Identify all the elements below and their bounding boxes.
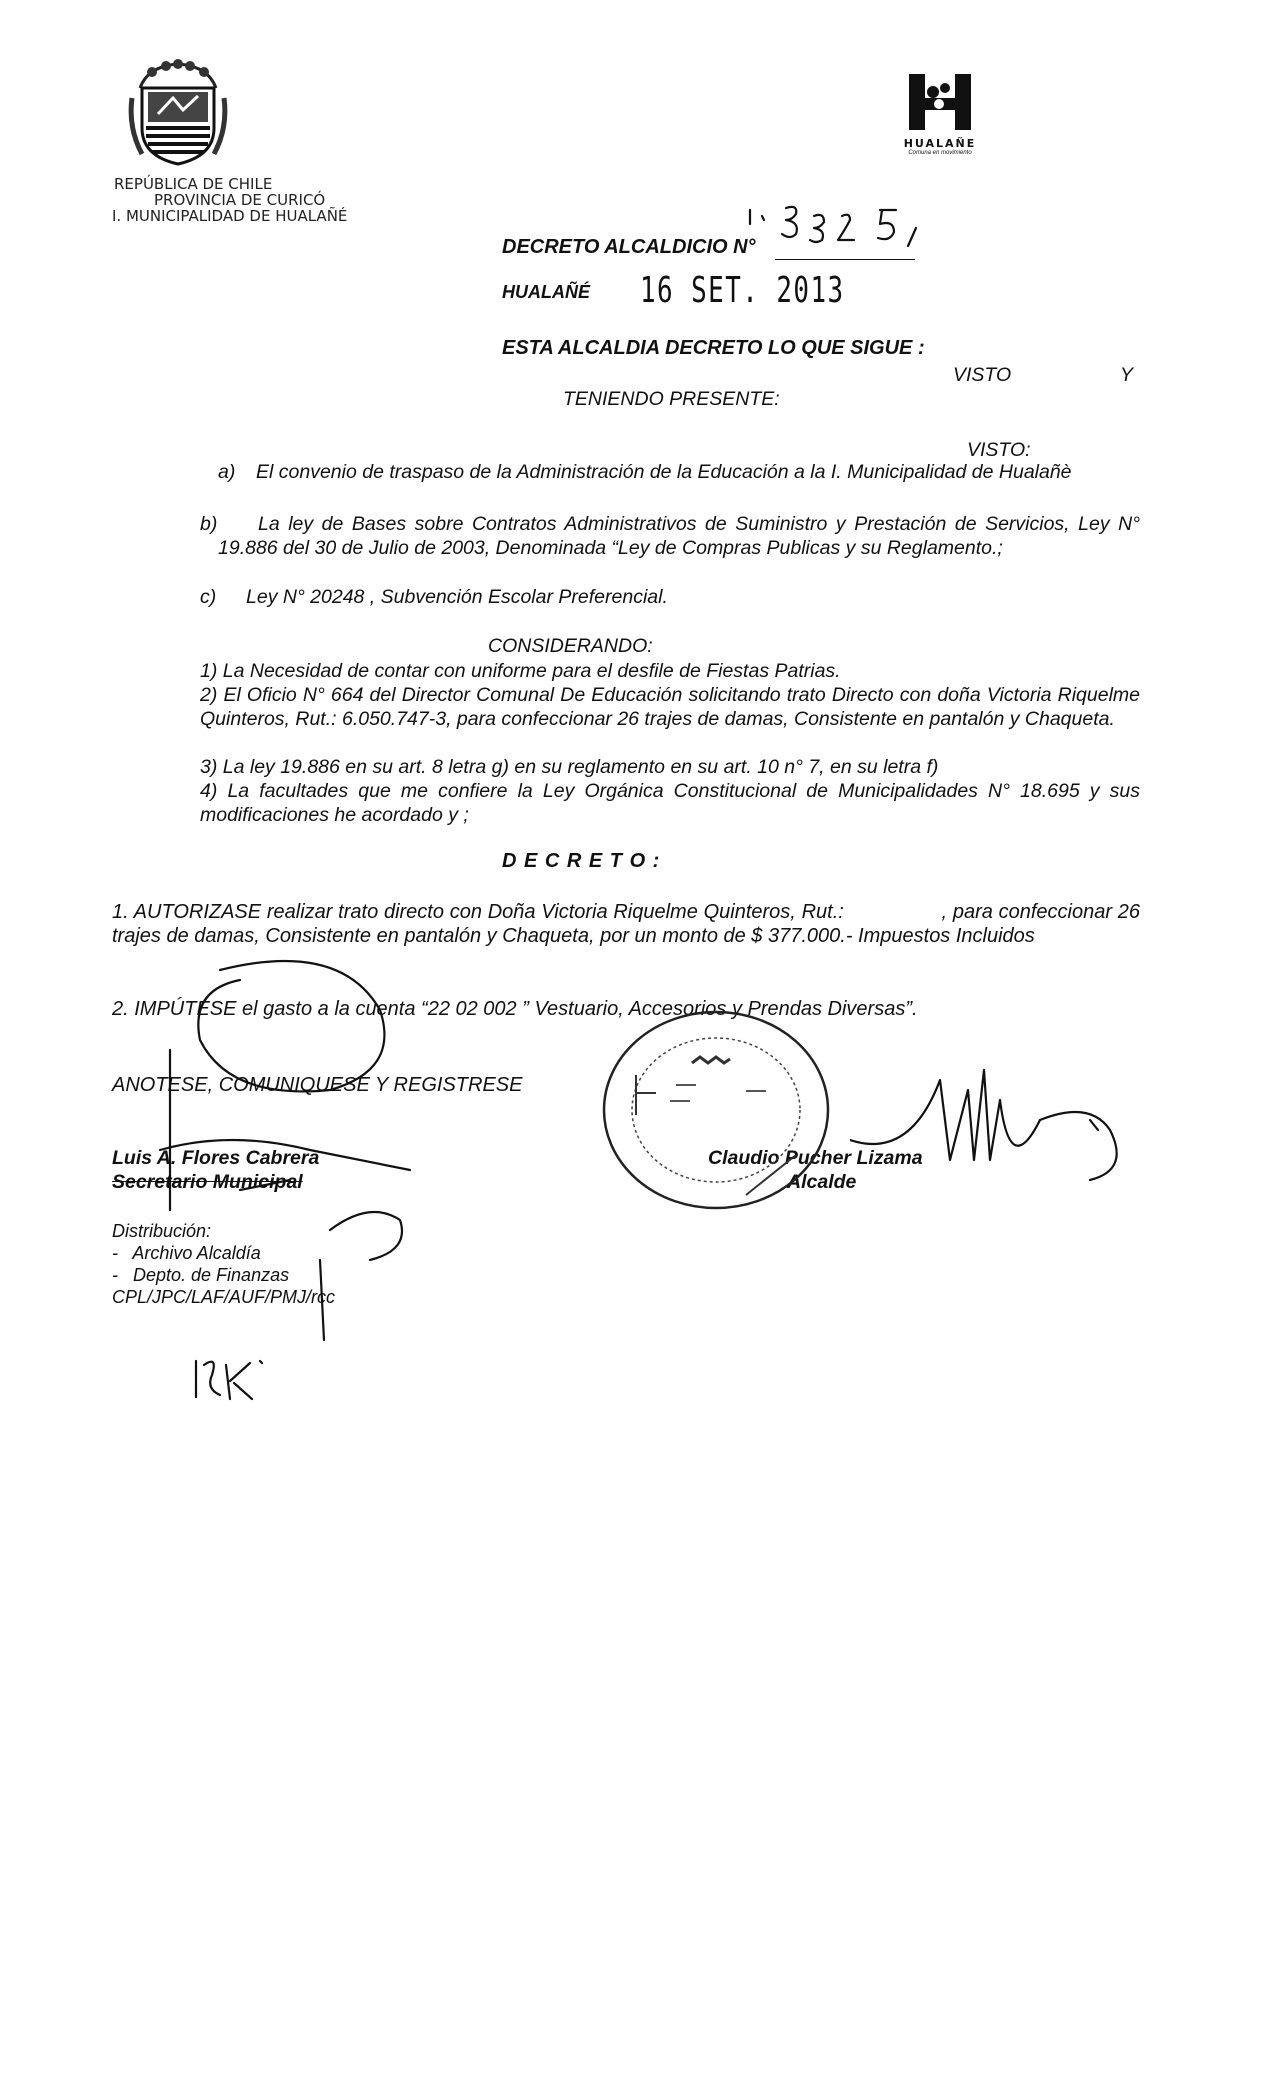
municipal-coat-of-arms	[128, 58, 228, 170]
secretary-signature	[110, 950, 430, 1220]
distribution-item: - Depto. de Finanzas	[112, 1265, 290, 1285]
visto-item-text: La ley de Bases sobre Contratos Administrativos de Suministro y Prestación de Servicios, Ley N° 19.886 del 30 de Julio de 2003, Denominada “Ley de Compras Publicas y su Reglamento.;	[218, 513, 1140, 559]
visto-item-b	[200, 512, 1140, 560]
date-stamp: 16 SET. 2013	[640, 270, 845, 311]
visto-title: VISTO:	[967, 439, 1031, 461]
visto-item-letter: a)	[218, 461, 236, 483]
distribution-title: Distribución:	[112, 1221, 212, 1241]
distribution-initials: CPL/JPC/LAF/AUF/PMJ/rcc	[112, 1287, 336, 1307]
visto-y-label: VISTO	[953, 364, 1012, 386]
decreto-title: D E C R E T O :	[502, 850, 661, 872]
hualane-logo	[890, 70, 990, 170]
visto-item-text: El convenio de traspaso de la Administración de la Educación a la I. Municipalidad de Hualañè	[256, 461, 1072, 483]
decree-number-handwriting	[746, 202, 926, 252]
visto-item-letter: b)	[200, 513, 218, 535]
distribution-scribble	[290, 1200, 410, 1350]
place-label: HUALAÑÉ	[502, 282, 590, 302]
mayor-title: Alcalde	[787, 1171, 857, 1193]
header-line-province: PROVINCIA DE CURICÓ	[154, 191, 326, 209]
decree-number-underline	[775, 259, 915, 260]
bottom-initials-scribble	[190, 1355, 270, 1405]
considerando-item-1: 1) La Necesidad de contar con uniforme para el desfile de Fiestas Patrias.	[200, 660, 841, 682]
considerando-item-2: 2) El Oficio N° 664 del Director Comunal De Educación solicitando trato Directo con doña Victoria Riquelme Quinteros, Rut.: 6.050.747-3, para confeccionar 26 trajes de damas, Consistente en pantalón y Chaqueta.	[200, 684, 1140, 730]
secretary-title: Secretario Municipal	[112, 1171, 303, 1193]
decreto-item-1: 1. AUTORIZASE realizar trato directo con Doña Victoria Riquelme Quinteros, Rut.: , para confeccionar 26 trajes de damas, Consistente en pantalón y Chaqueta, por un monto de $ 377.000.- Impuestos Incluidos	[112, 901, 1146, 947]
distribution-item: - Archivo Alcaldía	[112, 1243, 261, 1263]
visto-item-a	[200, 460, 1140, 484]
hualane-logo-text: HUALAÑE	[903, 137, 977, 150]
hualane-logo-mark	[903, 70, 977, 134]
closing-text: ANOTESE, COMUNIQUESE Y REGISTRESE	[112, 1074, 523, 1096]
header-address	[112, 176, 432, 224]
considerando-item-4: 4) La facultades que me confiere la Ley Orgánica Constitucional de Municipalidades N° 18.695 y sus modificaciones he acordado y ;	[200, 780, 1140, 826]
considerando-item-3: 3) La ley 19.886 en su art. 8 letra g) en su reglamento en su art. 10 n° 7, en su letra f)	[200, 756, 939, 778]
visto-item-c	[200, 585, 1140, 609]
header-line-municipality: I. MUNICIPALIDAD DE HUALAÑÉ	[112, 207, 348, 225]
secretary-name: Luis A. Flores Cabrera	[112, 1147, 320, 1169]
considerando-title: CONSIDERANDO:	[488, 635, 653, 657]
visto-item-letter: c)	[200, 586, 217, 608]
header-line-country: REPÚBLICA DE CHILE	[114, 175, 273, 193]
mayor-signature	[850, 1060, 1170, 1190]
visto-y-label-y: Y	[1120, 364, 1134, 386]
decreto-item-2: 2. IMPÚTESE el gasto a la cuenta “22 02 002 ” Vestuario, Accesorios y Prendas Diversas”.	[112, 998, 918, 1020]
decree-number-value	[0, 0, 1, 1]
mayor-name: Claudio Pucher Lizama	[708, 1147, 923, 1169]
teniendo-presente-label: TENIENDO PRESENTE:	[563, 388, 780, 410]
decree-heading: ESTA ALCALDIA DECRETO LO QUE SIGUE :	[502, 337, 925, 359]
hualane-logo-tagline: Comuna en movimiento	[908, 150, 972, 156]
decree-number-label: DECRETO ALCALDICIO N°	[502, 236, 756, 258]
visto-item-text: Ley N° 20248 , Subvención Escolar Preferencial.	[246, 586, 668, 608]
municipal-seal	[596, 1005, 836, 1215]
